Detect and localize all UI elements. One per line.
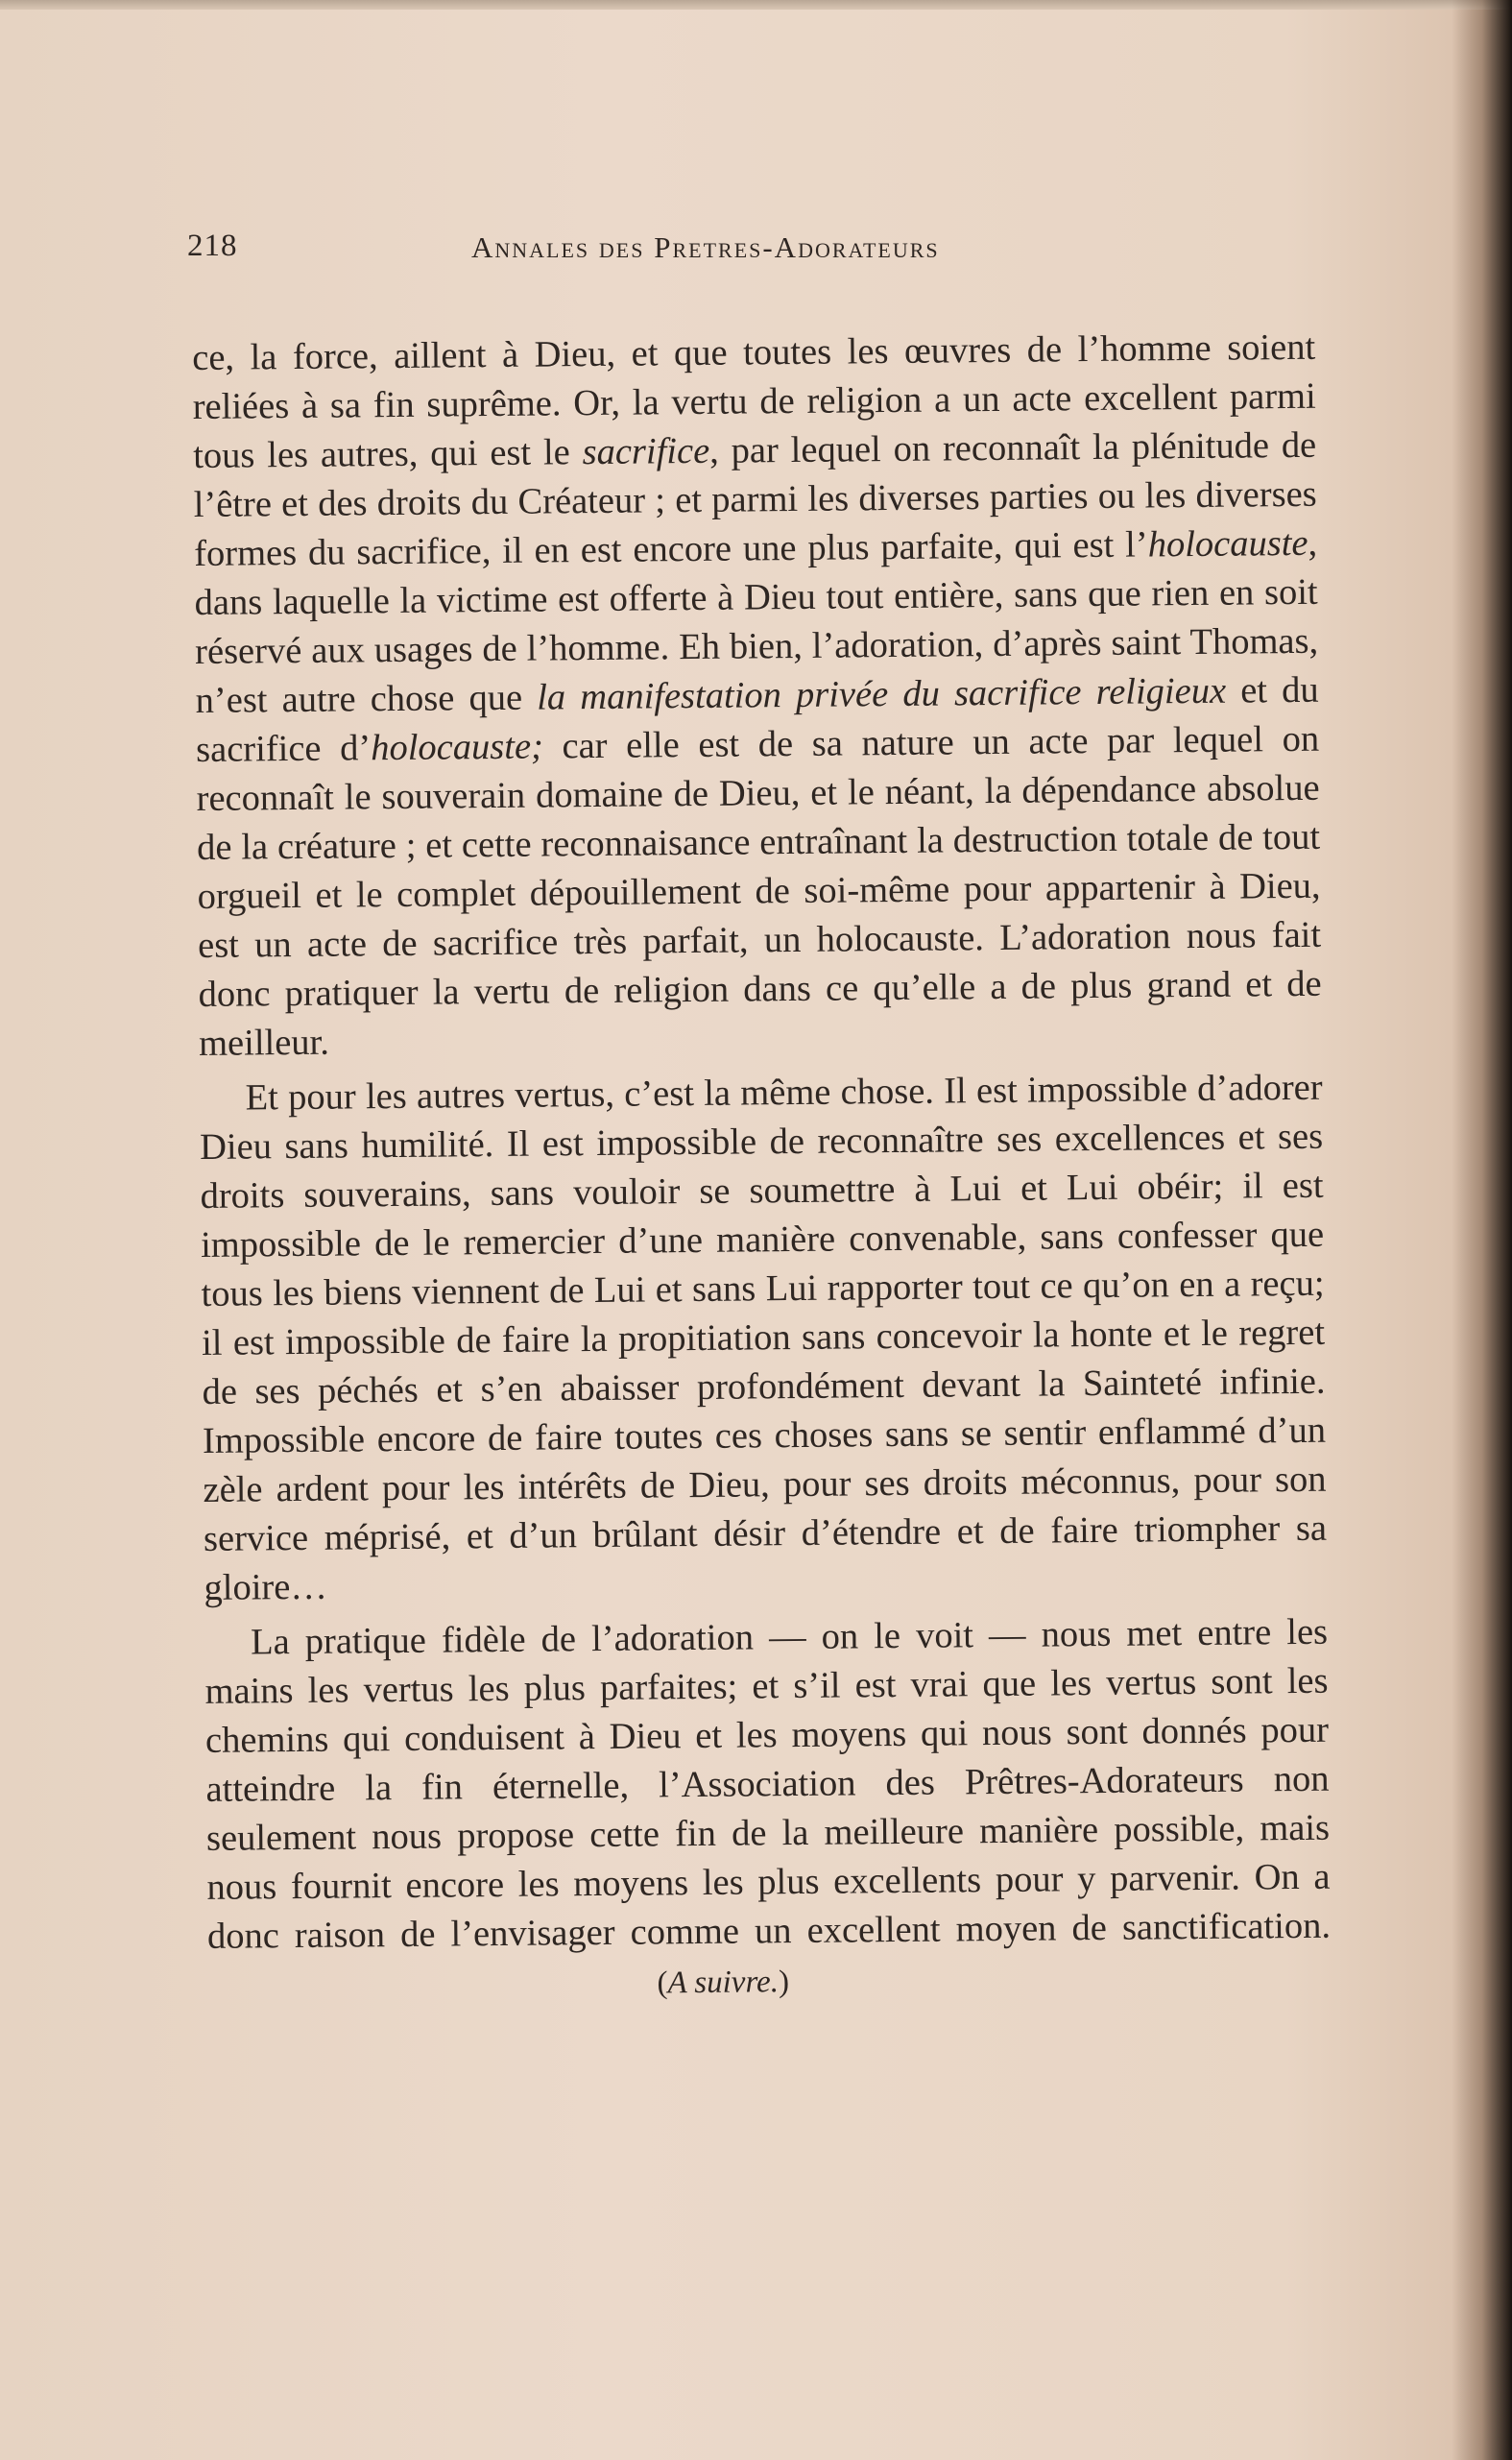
paragraph-1-italic-run: holocauste;: [371, 726, 544, 769]
paragraph-2-run: Et pour les autres vertus, c’est la même chose. Il est impossible d’adorer Dieu sans humilité. Il est impossible de reconnaître ses excellences et ses droits souverains, sans vouloir se soumettre à Lui et Lui obéir; il est impossible de le remercier d’une manière convenable, sans confesser que tous les biens viennent de Lui et sans Lui rapporter tout ce qu’on en a reçu; il est impossible de faire la propitiation sans concevoir la honte et le regret de ses péchés et s’en abaisser profondément devant la Sainteté infinie. Impossible encore de faire toutes ces choses sans se sentir enflammé d’un zèle ardent pour les intérêts de Dieu, pour ses droits méconnus, pour son service méprisé, et d’un brûlant désir d’étendre et de faire triompher sa gloire…: [199, 1067, 1328, 1608]
paragraph-1-run: car elle est de sa nature un acte par lequel on reconnaît le souverain domaine de Dieu, et le néant, la dépendance absolue de la créature ; et cette reconnaisance entraînant la destruction totale de tout orgueil et le complet dépouillement de soi-même pour appartenir à Dieu, est un acte de sacrifice très parfait, un holocauste. L’adoration nous fait donc pratiquer la vertu de religion dans ce qu’elle a de plus grand et de meilleur.: [196, 718, 1322, 1064]
running-title: Annales des Pretres-Adorateurs: [471, 230, 940, 264]
continuation-label: A suivre.: [667, 1965, 780, 2001]
paragraph-1-run: ce, la force, aillent à Dieu, et que toutes les œuvres de l’homme soient reliées à sa fin suprême. Or, la vertu de religion a un acte excellent parmi tous les autres, qui est le: [192, 326, 1316, 476]
body-text: [192, 324, 1332, 2018]
paragraph-3: [204, 1608, 1332, 2013]
page-top-edge: [0, 0, 1512, 10]
paragraph-1-italic-run: holocauste: [1147, 522, 1308, 566]
paragraph-1-italic-run: sacrifice: [582, 430, 710, 473]
paragraph-1: [192, 324, 1322, 1069]
paragraph-1-run: , dans laquelle la victime est offerte à Dieu tout entière, sans que rien en soit réservé aux usages de l’homme. Eh bien, l’adoration, d’après saint Thomas, n’est autre chose que: [194, 522, 1319, 721]
continuation-close-paren: ): [778, 1965, 790, 2000]
paragraph-2: [199, 1064, 1327, 1613]
continuation-open-paren: (: [657, 1966, 668, 2001]
binding-shadow: [1452, 0, 1512, 2460]
paragraph-1-italic-run: la manifestation privée du sacrifice religieux: [537, 670, 1227, 718]
paragraph-1-run: et du sacrifice d’: [195, 669, 1319, 770]
continuation-note: [611, 1958, 789, 2009]
paragraph-3-run: La pratique fidèle de l’adoration — on le voit — nous met entre les mains les vertus les plus parfaites; et s’il est vrai que les vertus sont les chemins qui conduisent à Dieu et les moyens qui nous sont donnés pour atteindre la fin éternelle, l’Association des Prêtres-Adorateurs non seulement nous propose cette fin de la meilleure manière possible, mais nous fournit encore les moyens les plus excellents pour y parvenir. On a donc raison de l’envisager comme un excellent moyen de sanctification.: [204, 1611, 1332, 1957]
paragraph-1-run: , par lequel on reconnaît la plénitude de l’être et des droits du Créateur ; et parmi les diverses parties ou les diverses formes du sacrifice, il en est encore une plus parfaite, qui est l’: [193, 424, 1317, 574]
page-header: [187, 229, 1320, 286]
page-number: 218: [187, 229, 238, 263]
